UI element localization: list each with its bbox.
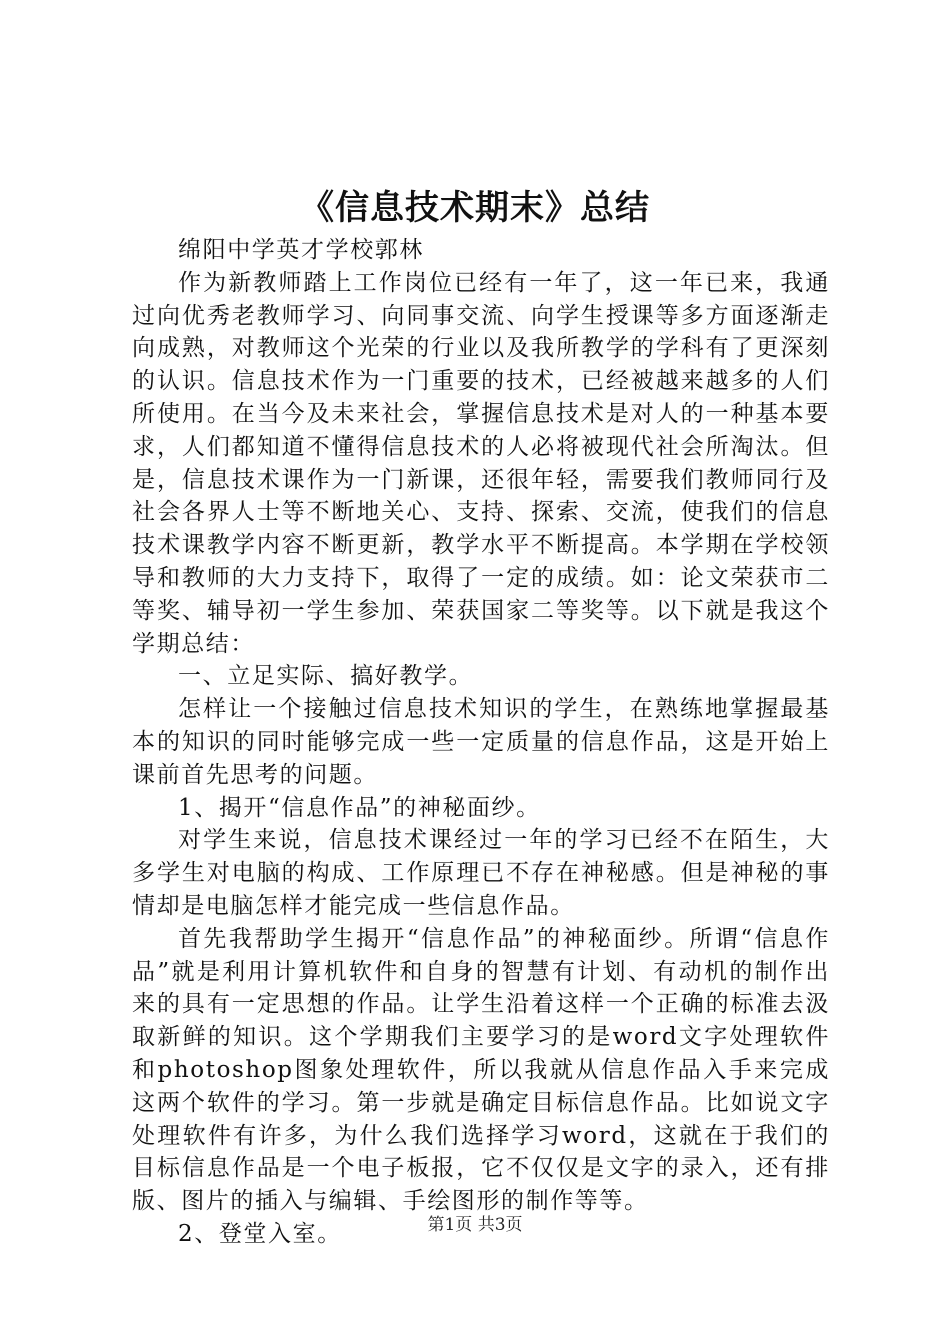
paragraph: 对学生来说，信息技术课经过一年的学习已经不在陌生，大多学生对电脑的构成、工作原理已不存在神秘感。但是神秘的事情却是电脑怎样才能完成一些信息作品。 — [132, 827, 830, 919]
subsection-heading: 2、登堂入室。 — [178, 1220, 342, 1247]
page-footer: 第1页 共3页 — [427, 1215, 523, 1235]
section-heading: 一、立足实际、搞好教学。 — [178, 663, 474, 690]
paragraph: 首先我帮助学生揭开“信息作品”的神秘面纱。所谓“信息作品”就是利用计算机软件和自身的智慧有计划、有动机的制作出来的具有一定思想的作品。让学生沿着这样一个正确的标准去汲取新鲜的知识。这个学期我们主要学习的是word文字处理软件和photoshop图象处理软件，所以我就从信息作品入手来完成这两个软件的学习。第一步就是确定目标信息作品。比如说文字处理软件有许多，为什么我们选择学习word，这就在于我们的目标信息作品是一个电子板报，它不仅仅是文字的录入，还有排版、图片的插入与编辑、手绘图形的制作等等。 — [132, 925, 830, 1215]
paragraph: 作为新教师踏上工作岗位已经有一年了，这一年已来，我通过向优秀老教师学习、向同事交流、向学生授课等多方面逐渐走向成熟，对教师这个光荣的行业以及我所教学的学科有了更深刻的认识。信息技术作为一门重要的技术，已经被越来越多的人们所使用。在当今及未来社会，掌握信息技术是对人的一种基本要求，人们都知道不懂得信息技术的人必将被现代社会所淘汰。但是，信息技术课作为一门新课，还很年轻，需要我们教师同行及社会各界人士等不断地关心、支持、探索、交流，使我们的信息技术课教学内容不断更新，教学水平不断提高。本学期在学校领导和教师的大力支持下，取得了一定的成绩。如：论文荣获市二等奖、辅导初一学生参加、荣获国家二等奖等。以下就是我这个学期总结： — [132, 269, 830, 657]
author-line: 绵阳中学英才学校郭林 — [178, 237, 424, 263]
subsection-heading: 1、揭开“信息作品”的神秘面纱。 — [178, 794, 541, 821]
document-body — [132, 234, 830, 1251]
document-title: 《信息技术期末》总结 — [300, 188, 650, 228]
paragraph: 怎样让一个接触过信息技术知识的学生，在熟练地掌握最基本的知识的同时能够完成一些一定质量的信息作品，这是开始上课前首先思考的问题。 — [132, 696, 830, 788]
